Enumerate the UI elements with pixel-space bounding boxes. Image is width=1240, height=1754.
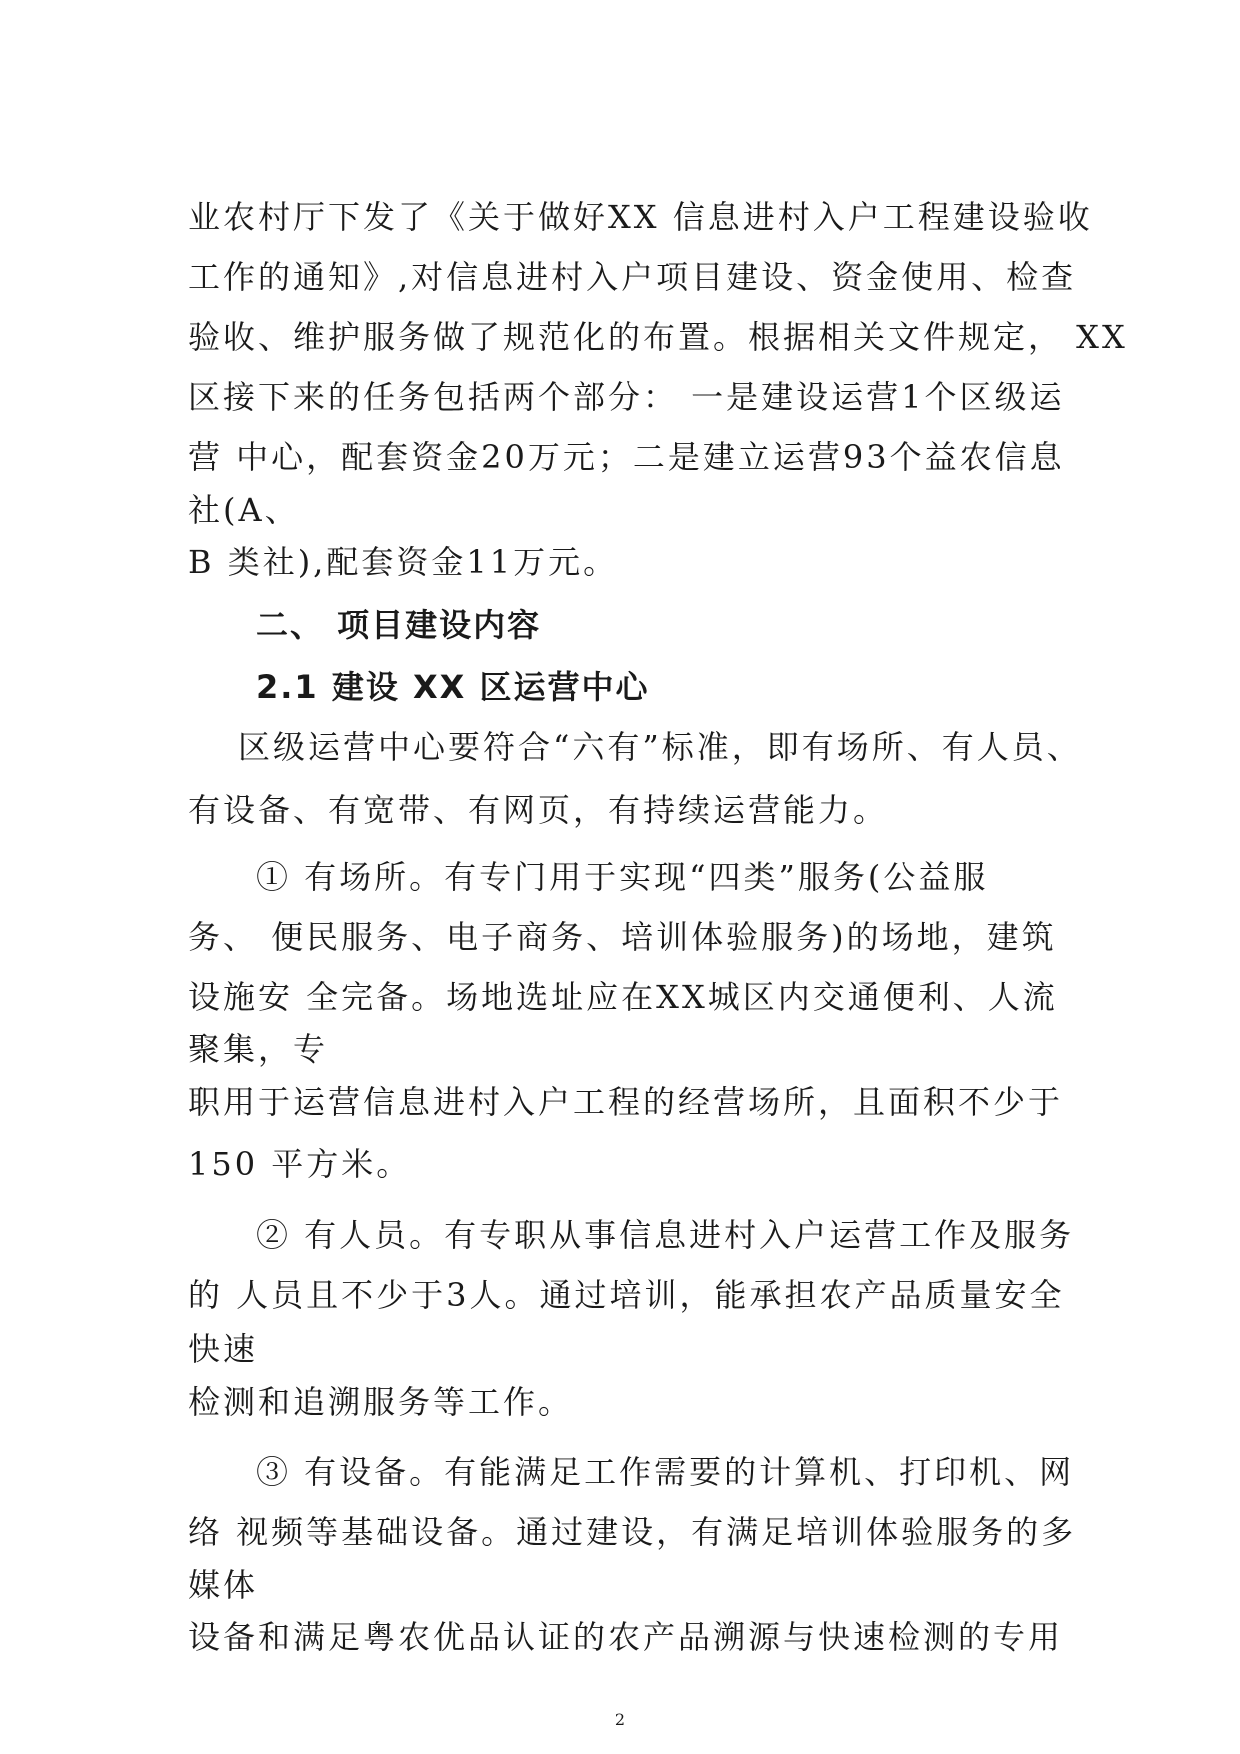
body-text-line: 工作的通知》,对信息进村入户项目建设、资金使用、检查	[188, 258, 1077, 296]
body-text-line: 络 视频等基础设备。通过建设，有满足培训体验服务的多	[188, 1513, 1077, 1551]
body-text-line: B 类社),配套资金11万元。	[188, 543, 619, 581]
body-text-line: 设施安 全完备。场地选址应在XX城区内交通便利、人流	[188, 978, 1058, 1016]
body-text-line: 设备和满足粤农优品认证的农产品溯源与快速检测的专用	[188, 1618, 1064, 1656]
body-text-line: 务、 便民服务、电子商务、培训体验服务)的场地，建筑	[188, 918, 1057, 956]
body-text-line: 快速	[188, 1330, 259, 1368]
section-heading: 二、 项目建设内容	[256, 606, 542, 644]
body-text-line: 150 平方米。	[188, 1145, 412, 1183]
list-item-text: ② 有人员。有专职从事信息进村入户运营工作及服务	[256, 1216, 1075, 1254]
page-number: 2	[614, 1710, 626, 1729]
body-text-line: 聚集，专	[188, 1030, 329, 1068]
body-text-line: 区级运营中心要符合“六有”标准，即有场所、有人员、	[238, 728, 1082, 766]
body-text-line: 验收、维护服务做了规范化的布置。根据相关文件规定， XX	[188, 318, 1128, 356]
body-text-line: 检测和追溯服务等工作。	[188, 1383, 574, 1421]
body-text-line: 媒体	[188, 1566, 259, 1604]
list-item-text: ③ 有设备。有能满足工作需要的计算机、打印机、网	[256, 1453, 1075, 1491]
body-text-line: 营 中心，配套资金20万元；二是建立运营93个益农信息	[188, 438, 1065, 476]
body-text-line: 有设备、有宽带、有网页，有持续运营能力。	[188, 791, 889, 829]
body-text-line: 职用于运营信息进村入户工程的经营场所，且面积不少于	[188, 1083, 1064, 1121]
body-text-line: 业农村厅下发了《关于做好XX 信息进村入户工程建设验收	[188, 198, 1093, 236]
list-item-text: ① 有场所。有专门用于实现“四类”服务(公益服	[256, 858, 989, 896]
body-text-line: 的 人员且不少于3人。通过培训，能承担农产品质量安全	[188, 1276, 1065, 1314]
subsection-heading: 2.1 建设 XX 区运营中心	[256, 668, 650, 706]
body-text-line: 区接下来的任务包括两个部分： 一是建设运营1个区级运	[188, 378, 1065, 416]
body-text-line: 社(A、	[188, 491, 300, 529]
